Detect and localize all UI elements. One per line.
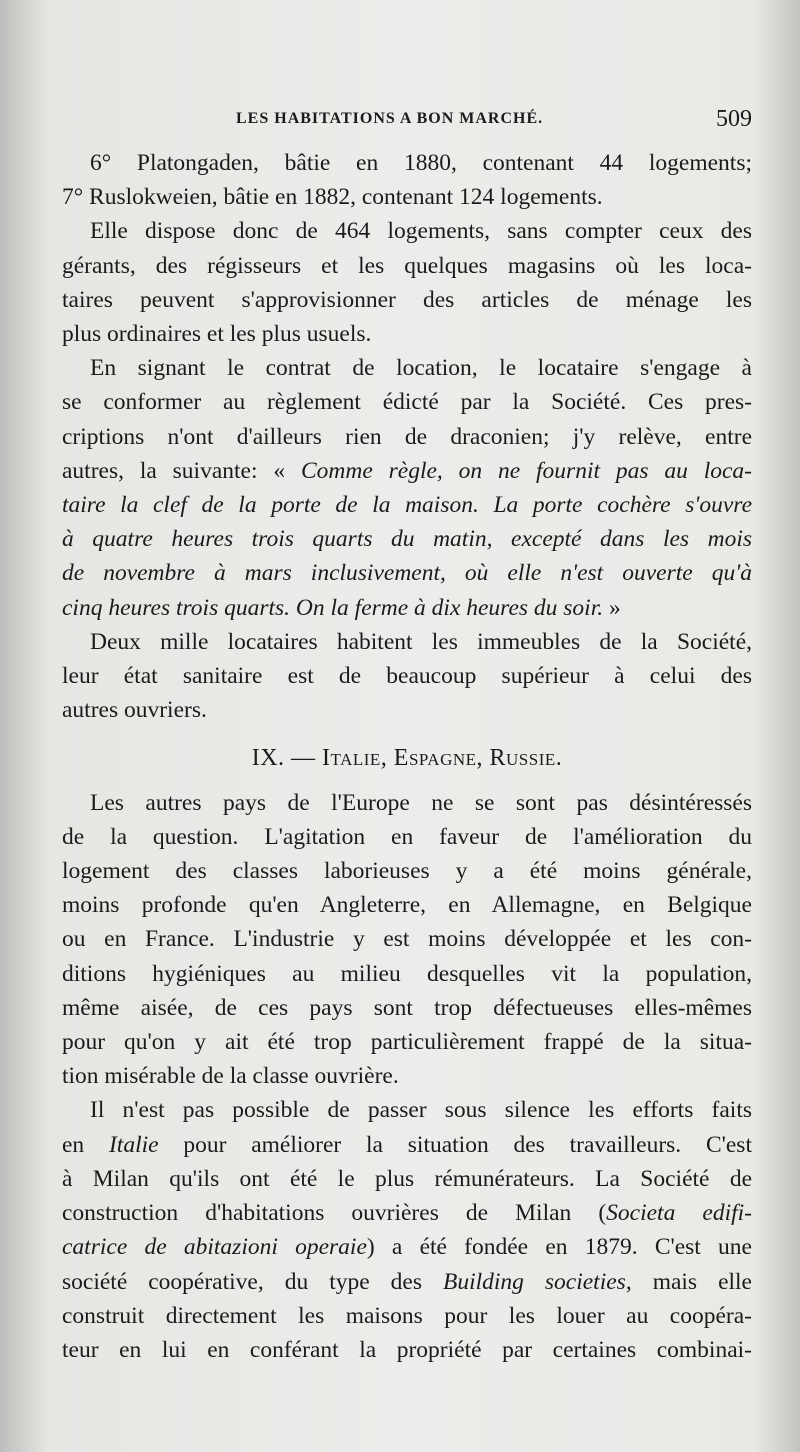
italic-fragment: Building societies (442, 1268, 626, 1295)
quote-line: taire la clef de la porte de la maison. La porte cochère s'ouvre (62, 492, 752, 519)
text-fragment: » (603, 594, 621, 621)
italic-fragment: Italie (108, 1131, 159, 1158)
text-line: criptions n'ont d'ailleurs rien de draconien; j'y relève, entre (62, 423, 752, 450)
text-line (62, 1265, 752, 1299)
text-line (62, 1196, 752, 1230)
text-line: taires peuvent s'approvisionner des articles de ménage les (62, 286, 752, 313)
text-fragment: pour améliorer la situation des travailleurs. C'est (158, 1131, 752, 1158)
quote-line: de novembre à mars inclusivement, où elle n'est ouverte qu'à (62, 560, 752, 587)
paragraph (62, 214, 752, 351)
text-line: Elle dispose donc de 464 logements, sans compter ceux des (90, 218, 752, 245)
text-line: logement des classes laborieuses y a été moins générale, (62, 858, 752, 885)
text-fragment: société coopérative, du type des (62, 1268, 443, 1295)
text-line (62, 1128, 752, 1162)
text-line (62, 454, 752, 488)
text-line: autres ouvriers. (62, 697, 207, 724)
text-line: de la question. L'agitation en faveur de l'amélioration du (62, 823, 752, 850)
text-line: ou en France. L'industrie y est moins développée et les con- (62, 926, 752, 953)
quote-fragment: Comme règle, on ne fournit pas au loca- (300, 457, 752, 484)
text-line: plus ordinaires et les plus usuels. (62, 321, 372, 348)
text-fragment: en (62, 1131, 109, 1158)
text-line: Deux mille locataires habitent les immeubles de la Société, (90, 628, 752, 655)
text-line: gérants, des régisseurs et les quelques magasins où les loca- (62, 252, 752, 279)
text-line (62, 1230, 752, 1264)
text-line: se conformer au règlement édicté par la Société. Ces pres- (62, 389, 752, 416)
section-heading: IX. — Italie, Espagne, Russie. (251, 745, 563, 772)
italic-fragment: catrice de abitazioni operaie (62, 1234, 367, 1261)
text-line: ditions hygiéniques au milieu desquelles vit la population, (62, 960, 752, 987)
paragraph (62, 625, 752, 728)
list-block (62, 146, 752, 214)
text-fragment: ) a été fondée en 1879. C'est une (366, 1234, 752, 1261)
italic-fragment: Societa edifi- (606, 1200, 752, 1227)
running-title: LES HABITATIONS A BON MARCHÉ. (236, 110, 544, 127)
text-line (62, 591, 752, 625)
text-line: leur état sanitaire est de beaucoup supérieur à celui des (62, 663, 752, 690)
text-line: construit directement les maisons pour les louer au coopéra- (62, 1302, 752, 1329)
paragraph (62, 1093, 752, 1367)
paragraph (62, 786, 752, 1094)
text-line: En signant le contrat de location, le locataire s'engage à (90, 355, 752, 382)
list-item: 6° Platongaden, bâtie en 1880, contenant 44 logements; (90, 150, 752, 176)
text-line: même aisée, de ces pays sont trop défectueuses elles-mêmes (62, 994, 752, 1021)
quote-fragment: cinq heures trois quarts. On la ferme à dix heures du soir. (62, 594, 604, 621)
text-fragment: autres, la suivante: « (62, 457, 301, 484)
quote-line: à quatre heures trois quarts du matin, excepté dans les mois (62, 526, 752, 553)
page-number: 509 (716, 106, 752, 132)
text-line: teur en lui en conférant la propriété par certaines combinai- (62, 1336, 752, 1363)
text-line: pour qu'on y ait été trop particulièrement frappé de la situa- (62, 1029, 752, 1056)
list-item: 7° Ruslokweien, bâtie en 1882, contenant 124 logements. (62, 184, 603, 211)
text-line: moins profonde qu'en Angleterre, en Allemagne, en Belgique (62, 892, 752, 919)
text-fragment: construction d'habitations ouvrières de Milan ( (62, 1200, 607, 1227)
body-text (62, 146, 752, 1367)
text-fragment: , mais elle (625, 1268, 752, 1295)
text-line: Il n'est pas possible de passer sous silence les efforts faits (90, 1097, 752, 1124)
text-line: Les autres pays de l'Europe ne se sont pas désintéressés (90, 789, 752, 816)
page-header (60, 106, 752, 146)
text-line: tion misérable de la classe ouvrière. (62, 1063, 399, 1090)
paragraph (62, 351, 752, 625)
text-line: à Milan qu'ils ont été le plus rémunérateurs. La Société de (62, 1165, 752, 1192)
